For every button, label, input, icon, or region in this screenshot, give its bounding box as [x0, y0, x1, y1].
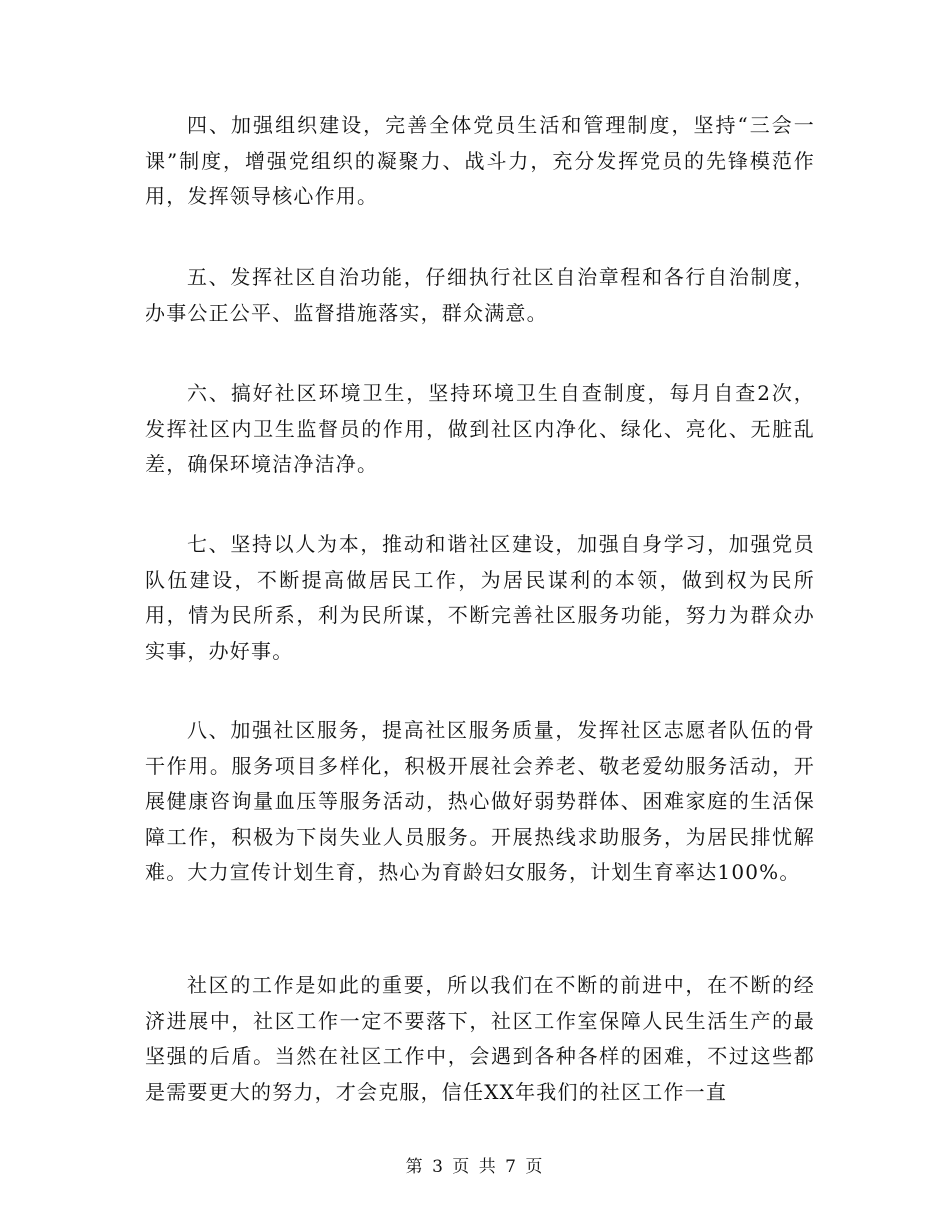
page-number-footer: 第 3 页 共 7 页 — [405, 1157, 545, 1177]
paragraph-community-service: 八、加强社区服务，提高社区服务质量，发挥社区志愿者队伍的骨干作用。服务项目多样化，积极开展社会养老、敬老爱幼服务活动，开展健康咨询量血压等服务活动，热心做好弱势群体、困难家庭的生活保障工作，积极为下岗失业人员服务。开展热线求助服务，为居民排忧解难。大力宣传计划生育，热心为育龄妇女服务，计划生育率达100%。 — [145, 718, 815, 884]
paragraph-conclusion: 社区的工作是如此的重要，所以我们在不断的前进中，在不断的经济进展中，社区工作一定不要落下，社区工作室保障人民生活生产的最坚强的后盾。当然在社区工作中，会遇到各种各样的困难，不过这些都是需要更大的努力，才会克服，信任XX年我们的社区工作一直 — [145, 973, 815, 1104]
paragraph-environment: 六、搞好社区环境卫生，坚持环境卫生自查制度，每月自查2次，发挥社区内卫生监督员的作用，做到社区内净化、绿化、亮化、无脏乱差，确保环境洁净洁净。 — [145, 381, 815, 476]
paragraph-self-governance: 五、发挥社区自治功能，仔细执行社区自治章程和各行自治制度，办事公正公平、监督措施落实，群众满意。 — [145, 265, 815, 325]
paragraph-people-oriented: 七、坚持以人为本，推动和谐社区建设，加强自身学习，加强党员队伍建设，不断提高做居民工作，为居民谋利的本领，做到权为民所用，情为民所系，利为民所谋，不断完善社区服务功能，努力为群众办实事，办好事。 — [145, 532, 815, 663]
paragraph-organization: 四、加强组织建设，完善全体党员生活和管理制度，坚持“三会一课”制度，增强党组织的凝聚力、战斗力，充分发挥党员的先锋模范作用，发挥领导核心作用。 — [145, 113, 815, 208]
